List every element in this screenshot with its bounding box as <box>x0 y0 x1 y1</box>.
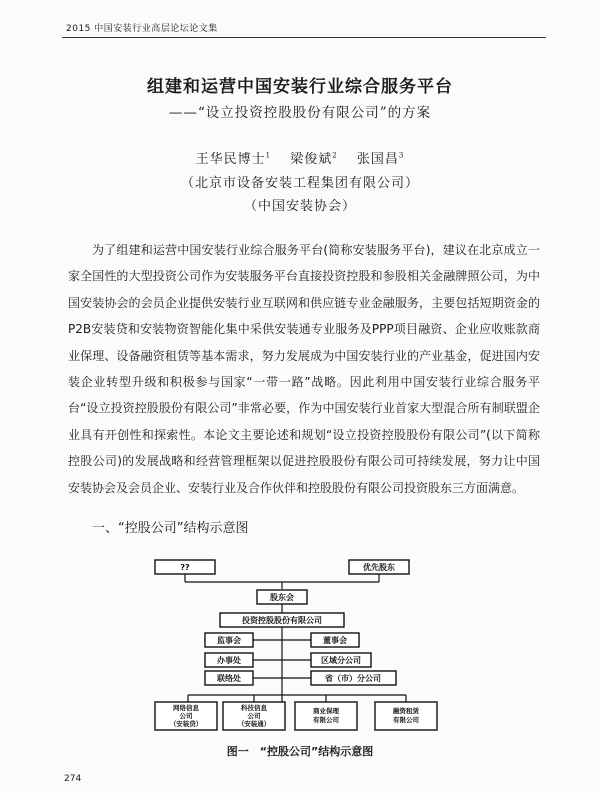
author-name: 梁俊斌 <box>290 152 333 167</box>
author-mark: 3 <box>398 151 405 160</box>
author-name: 张国昌 <box>356 152 399 167</box>
provincial-branch-label: 省（市）分公司 <box>325 674 381 683</box>
liaison-office-label: 联络处 <box>217 674 241 683</box>
org-chart-svg <box>150 552 450 732</box>
header-rule <box>62 37 546 38</box>
paper-subtitle: ——“设立投资控股股份有限公司”的方案 <box>168 105 432 121</box>
affiliation: （北京市设备安装工程集团有限公司） <box>180 176 419 191</box>
subsidiary-label: 有限公司 <box>313 716 339 724</box>
affiliation: （中国安装协会） <box>243 199 356 214</box>
author-mark: 2 <box>332 151 338 160</box>
paper-title: 组建和运营中国安装行业综合服务平台 <box>147 77 453 97</box>
subsidiary-label: 科技信息 <box>241 704 267 712</box>
board-of-directors-label: 董事会 <box>323 636 347 645</box>
subsidiary-label: 公司 <box>179 712 193 720</box>
running-header: 2015 中国安装行业高层论坛论文集 <box>66 24 218 34</box>
office-label: 办事处 <box>217 656 241 665</box>
supervisory-board-label: 监事会 <box>217 636 241 645</box>
general-meeting-label: 股东会 <box>270 593 294 602</box>
subsidiary-label: （安装贷） <box>169 720 203 728</box>
subsidiary-label: （安装通） <box>237 720 271 728</box>
org-chart <box>150 552 450 736</box>
company-label: 投资控股股份有限公司 <box>242 616 322 625</box>
section-heading: 一、“控股公司”结构示意图 <box>92 521 249 536</box>
page-number: 274 <box>64 774 82 784</box>
subsidiary-label: 商业保理 <box>313 707 339 715</box>
shareholders-right-label: 优先股东 <box>363 563 395 572</box>
subsidiary-label: 融资租赁 <box>393 707 419 715</box>
subsidiary-label: 公司 <box>247 712 261 720</box>
subsidiary-label: 网络信息 <box>173 704 199 712</box>
abstract-paragraph: 为了组建和运营中国安装行业综合服务平台(简称安装服务平台)，建议在北京成立一家全国性的大型投资公司作为安装服务平台直接投资控股和参股相关金融牌照公司，为中国安装协会的会员企业提供安装行业互联网和供应链专业金融服务，主要包括短期资金的P2B安装贷和安装物资智能化集中采供安装通专业服务及PPP项目融资、企业应收账款商业保理、设备融资租赁等基本需求，努力发展成为中国安装行业的产业基金，促进国内安装企业转型升级和积极参与国家“一带一路”战略。因此利用中国安装行业综合服务平台“设立投资控股股份有限公司”非常必要，作为中国安装行业首家大型混合所有制联盟企业具有开创性和探索性。本论文主要论述和规划“设立投资控股股份有限公司”(以下简称控股公司)的发展战略和经营管理框架以促进控股股份有限公司可持续发展，努力让中国安装协会及会员企业、安装行业及合作伙伴和控股股份有限公司投资股东三方面满意。 <box>68 243 540 495</box>
author-name: 王华民博士 <box>195 152 266 167</box>
shareholders-left-label: ?? <box>180 563 190 572</box>
subsidiary-label: 有限公司 <box>393 716 419 724</box>
author-mark: 1 <box>265 151 272 160</box>
regional-branch-label: 区域分公司 <box>321 656 361 665</box>
author-line <box>0 148 600 167</box>
figure-caption: 图一 “控股公司”结构示意图 <box>226 745 374 758</box>
